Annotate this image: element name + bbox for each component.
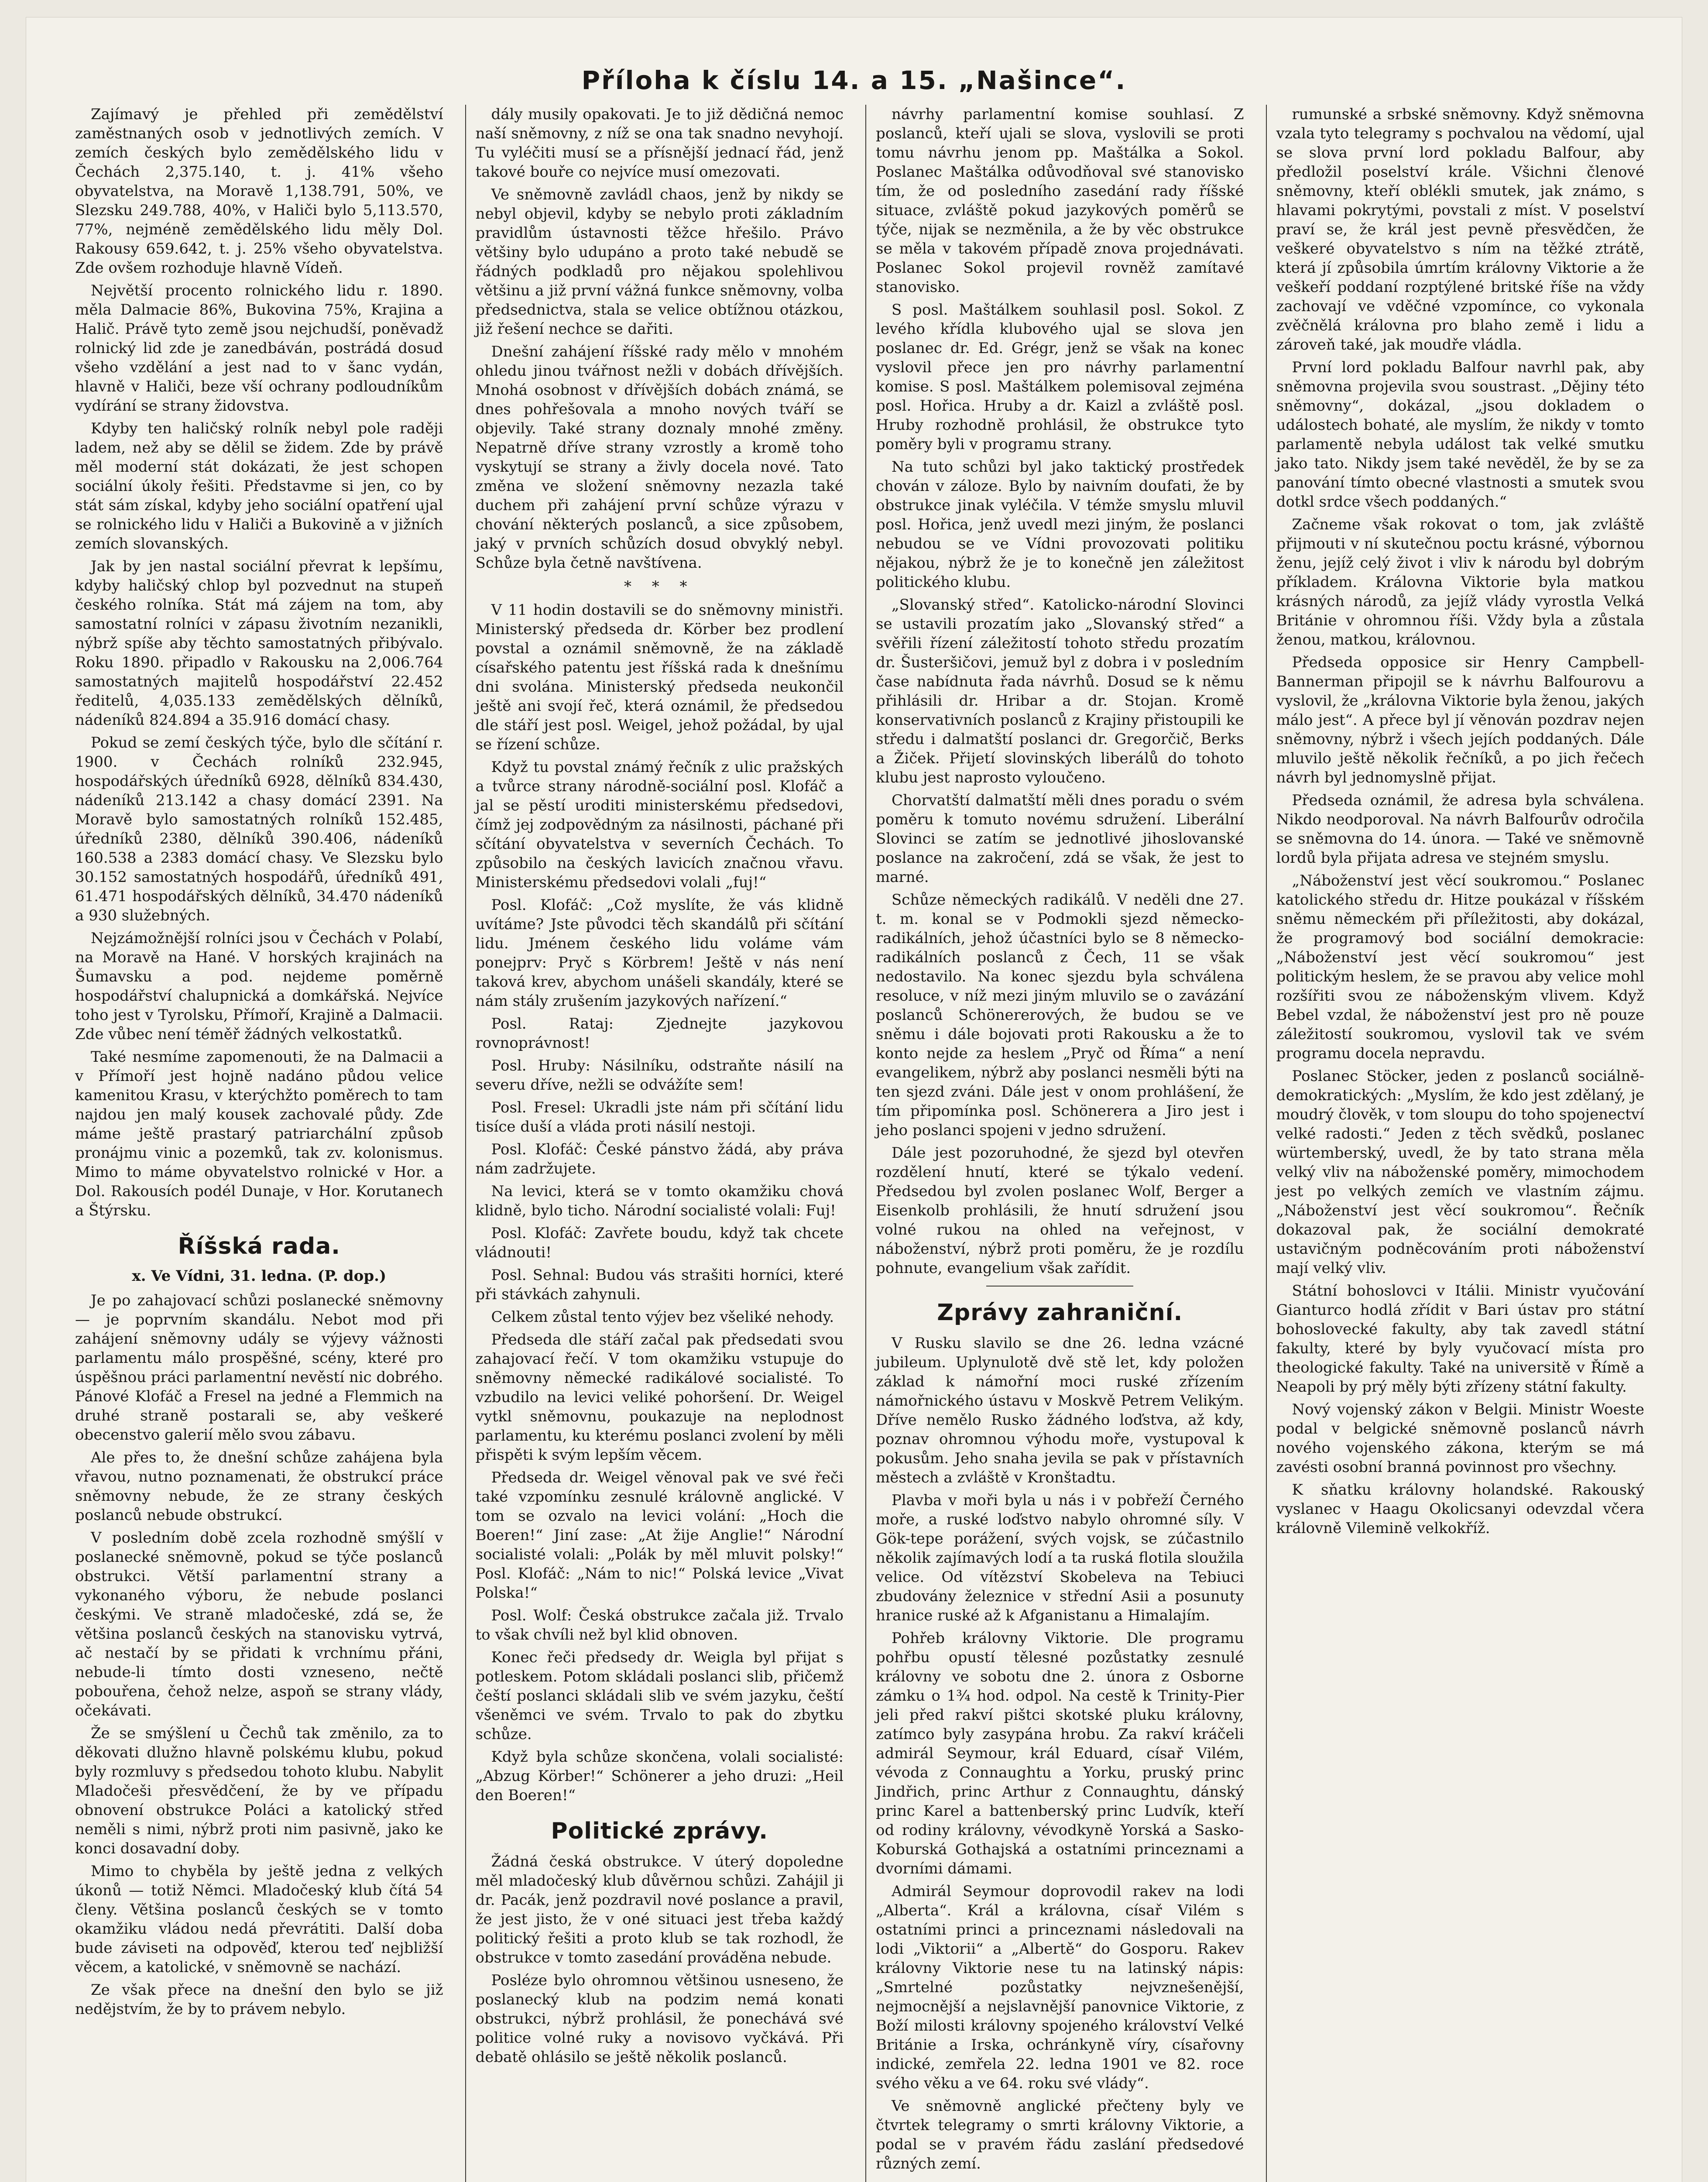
paragraph: rumunské a srbské sněmovny. Když sněmovna vzala tyto telegramy s pochvalou na vědomí, ujal se slova první lord pokladu Balfour, aby předložil poselství krále. Všichni členové sněmovny, kteří oblékli smutek, jak známo, s hlavami pokrytými, povstali z míst. V poselství praví se, že král jest pevně přesvědčen, že veškeré obyvatelstvo s ním na těžké ztrátě, která jí způsobila úmrtím královny Viktorie a že veškeří poddaní rozptýlené britské říše na vždy zachovají ve vděčné vzpomínce, co vykonala zvěčnělá královna pro blaho země i lidu a zároveň také, jak moudře vládla. — [1276, 106, 1644, 353]
paragraph: Když byla schůze skončena, volali socialisté: „Abzug Körber!“ Schönerer a jeho druzi: „Heil den Boeren!“ — [475, 1748, 844, 1804]
paragraph: Státní bohoslovci v Itálii. Ministr vyučování Gianturco hodlá zřídit v Bari ústav pro státní bohoslovecké fakulty, aby tak zavedl státní fakulty, které by byly vyučovací místa pro theologické fakulty. Také na universitě v Římě a Neapoli by prý měly býti zřízeny státní fakulty. — [1276, 1282, 1644, 1396]
paragraph: Že se smýšlení u Čechů tak změnilo, za to děkovati dlužno hlavně polskému klubu, pokud byly rozmluvy s předsedou tohoto klubu. Nabylit Mladočeši přesvědčení, že by ve případu obnovení obstrukce Poláci a katolický střed neměli s nimi, nýbrž proti nim pasivně, jako ke konci dosavadní doby. — [75, 1725, 443, 1857]
paragraph: S posl. Maštálkem souhlasil posl. Sokol. Z levého křídla klubového ujal se slova jen poslanec dr. Ed. Grégr, jenž se však na konec vyslovil přece jen pro návrhy parlamentní komise. S posl. Maštálkem polemisoval zejména posl. Hořica. Hruby a dr. Kaizl a zvláště posl. Hruby rozhodně prohlásil, že obstrukce tyto poměry byli v programu strany. — [876, 301, 1244, 453]
columns-container — [65, 105, 1654, 2182]
paragraph: Chorvatští dalmatští měli dnes poradu o svém poměru k tomuto novému sdružení. Liberální Slovinci se zatím se jednotlivé jihoslovanské poslance na zakročení, zdá se však, že jest to marné. — [876, 792, 1244, 886]
section-heading-risska-rada: Říšská rada. — [178, 1233, 340, 1259]
paragraph: Posl. Klofáč: Zavřete boudu, když tak chcete vládnouti! — [475, 1225, 844, 1261]
dateline: x. Ve Vídni, 31. ledna. (P. dop.) — [132, 1267, 387, 1285]
paragraph: Také nesmíme zapomenouti, že na Dalmacii a v Přímoří jest hojně nadáno půdou velice kamenitou Krasu, v kterýchžto poměrech to tam najdou jen malý kousek zachovalé půdy. Zde máme ještě prastarý patriarchální způsob pronájmu vinic a pozemků, tak zv. kolonismus. Mimo to máme obyvatelstvo rolnické v Hor. a Dol. Rakousích podél Dunaje, v Hor. Korutanech a Štýrsku. — [75, 1048, 443, 1219]
paragraph: Posl. Rataj: Zjednejte jazykovou rovnoprávnost! — [475, 1015, 844, 1052]
paragraph: Admirál Seymour doprovodil rakev na lodi „Alberta“. Král a královna, císař Vilém s ostatními princi a princeznami následovali na lodi „Viktorii“ a „Albertě“ do Gosporu. Rakev královny Viktorie nese tu na latinský nápis: „Smrtelné pozůstatky nejvznešenější, nejmocnější a nejslavnější panovnice Viktorie, z Boží milosti královny spojeného království Velké Británie a Irska, ochránkyně víry, císařovny indické, zemřela 22. ledna 1901 ve 82. roce svého věku a ve 64. roku své vlády“. — [876, 1883, 1244, 2092]
paragraph: Mimo to chyběla by ještě jedna z velkých úkonů — totiž Němci. Mladočeský klub čítá 54 členy. Většina poslanců českých se v tomto okamžiku vládou nedá převrátiti. Další doba bude záviseti na odpověď, kterou teď nejbližší věcem, a katolické, v sněmovně se nachází. — [75, 1863, 443, 1976]
paragraph: návrhy parlamentní komise souhlasí. Z poslanců, kteří ujali se slova, vyslovili se proti tomu návrhu jenom pp. Maštálka a Sokol. Poslanec Maštálka odůvodňoval své stanovisko tím, že od posledního zasedání rady říšské situace, zvláště pokud jazykových poměrů se týče, nijak se nezměnila, a že by věc obstrukce se měla v takovém případě znova projednávati. Poslanec Sokol projevil rovněž zamítavé stanovisko. — [876, 106, 1244, 296]
paragraph: Posl. Fresel: Ukradli jste nám při sčítání lidu tisíce duší a vláda proti násilí nestoji. — [475, 1099, 844, 1136]
paragraph: Kdyby ten haličský rolník nebyl pole raději ladem, než aby se dělil se židem. Zde by právě měl moderní stát dokázati, že jest schopen sociální úkoly řešiti. Představme si jen, co by stát sám získal, kdyby jeho sociální opatření ujal se rolnického lidu v Haliči a Bukovině a v jižních zemích slovanských. — [75, 420, 443, 552]
paragraph: Je po zahajovací schůzi poslanecké sněmovny — je poprvním skandálu. Nebot mod při zahájení sněmovny udály se výjevy vážnosti parlamentu málo prospěšné, scény, které pro úspěšnou práci parlamentní nevěstí nic dobrého. Pánové Klofáč a Fresel na jedné a Flemmich na druhé straně postarali se, aby veškeré obecenstvo galerií mělo svou zábavu. — [75, 1292, 443, 1444]
paragraph: Žádná česká obstrukce. V úterý dopoledne měl mladočeský klub důvěrnou schůzi. Zahájil ji dr. Pacák, jenž pozdravil nové poslance a pravil, že jest jisto, že v oné situaci jest třeba každý politický řešiti a proto klub se tak rozhodl, že obstrukce v tomto zasedání prováděna nebude. — [475, 1853, 844, 1966]
paragraph: V Rusku slavilo se dne 26. ledna vzácné jubileum. Uplynulotě dvě stě let, kdy položen základ k námořní moci ruské zřízením námořnického ústavu v Moskvě Petrem Velikým. Dříve nemělo Rusko žádného loďstva, až kdy, poznav ohromnou výhodu moře, vystupoval k pokusům. Jeho snaha jevila se pak v přístavních městech a zvláště v Kronštadtu. — [876, 1335, 1244, 1486]
paragraph: Předseda dr. Weigel věnoval pak ve své řeči také vzpomínku zesnulé královně anglické. V tom se ozvalo na levici volání: „Hoch die Boeren!“ Jiní zase: „At žije Anglie!“ Národní socialisté volali: „Polák by měl mluvit polsky!“ Posl. Klofáč: „Nám to nic!“ Polská levice „Vivat Polska!“ — [475, 1469, 844, 1602]
paragraph: Největší procento rolnického lidu r. 1890. měla Dalmacie 86%, Bukovina 75%, Krajina a Halič. Právě tyto země jsou nejchudší, poněvadž rolnický lid zde je zanedbáván, postrádá dosud všeho vzdělání a jest nad to v šanc vydán, hlavně v Haliči, beze vší ochrany podloudníkům vydírání se strany židovstva. — [75, 282, 443, 415]
paragraph: Pohřeb královny Viktorie. Dle programu pohřbu opustí tělesné pozůstatky zesnulé královny ve sobotu dne 2. února z Osborne zámku o 1¾ hod. odpol. Na cestě k Trinity-Pier jeli před rakví pištci skotské pluku královny, zatímco byly zasypána hrobu. Za rakví kráčeli admirál Seymour, král Eduard, císař Vilém, vévoda z Connaughtu a Yorku, pruský princ Jindřich, princ Arthur z Connaughtu, dánský princ Karel a battenberský princ Ludvík, kteří od rodiny královny, vévodkyně Yorská a Sasko-Koburská Gothajská a ostatními princeznami a dvorními dámami. — [876, 1630, 1244, 1877]
section-heading-zpravy-zahranicni: Zprávy zahraniční. — [937, 1300, 1183, 1326]
paragraph: Posl. Wolf: Česká obstrukce začala již. Trvalo to však chvíli než byl klid obnoven. — [475, 1607, 844, 1643]
column-4 — [1266, 105, 1654, 2182]
paragraph: „Náboženství jest věcí soukromou.“ Poslanec katolického středu dr. Hitze poukázal v říšském sněmu německém při příležitosti, aby dokázal, že programový bod sociální demokracie: „Náboženství jest věcí soukromou“ jest politickým heslem, že se pravou aby velice mohl rozšířiti svou ze náboženským vlivem. Když Bebel vzdal, že náboženství jest pro ně pouze záležitostí soukromou, vyslovil tak ve svém programu docela nepravdu. — [1276, 872, 1644, 1062]
paragraph: Posl. Klofáč: České pánstvo žádá, aby práva nám zadržujete. — [475, 1141, 844, 1177]
paragraph: Schůze německých radikálů. V neděli dne 27. t. m. konal se v Podmokli sjezd německo-radikálních, jehož účastníci bylo se 8 německo-radikálních poslanců z Čech, 11 se však nedostavilo. Na konec sjezdu byla schválena resoluce, v níž mezi jiným mluvilo se o zavázání poslanců Schönererových, že budou se ve sněmu i dále bojovati proti Rakousku a že to konto nejde za heslem „Pryč od Říma“ a není evangelikem, nýbrž aby poslanci nesměli býti na ten sjezd zváni. Dále jest v onom prohlášení, že tím připomínka posl. Schönerera a Jiro jest i jeho poslanci spojeni v jedno sdružení. — [876, 891, 1244, 1139]
paragraph: Předseda opposice sir Henry Campbell-Bannerman připojil se k návrhu Balfourovu a vyslovil, že „královna Viktorie byla ženou, jakých málo jest“. A přece byl jí věnován pozdrav nejen sněmovny, nýbrž i všech jejích poddaných. Dále mluvilo ještě několik řečníků, a po jich řečech návrh byl jednomyslně přijat. — [1276, 654, 1644, 786]
paragraph: Na tuto schůzi byl jako taktický prostředek chován v záloze. Bylo by naivním doufati, že by obstrukce jinak vyléčila. V témže smyslu mluvil posl. Hořica, jenž uvedl mezi jiným, že poslanci nebudou se ve Vídni provozovati politiku nějakou, nýbrž že je to konečně jen záležitost politického klubu. — [876, 458, 1244, 591]
paragraph: Poslanec Stöcker, jeden z poslanců sociálně-demokratických: „Myslím, že kdo jest zdělaný, je moudrý člověk, v tom sloupu do toho spojenectví velké radosti.“ Jeden z těch svědků, poslanec würtemberský, uvedl, že by tato strana měla velký vliv na náboženské poměry, mimochodem jest po velkých zemích ve vlastním zájmu. „Náboženství jest věcí soukromou“. Řečník dokazoval pak, že sociální demokraté ustavičným podněcováním proti náboženství mají velký vliv. — [1276, 1067, 1644, 1277]
paragraph: K sňatku královny holandské. Rakouský vyslanec v Haagu Okolicsanyi odevzdal včera královně Vilemině velkokříž. — [1276, 1481, 1644, 1537]
paragraph: Ze však přece na dnešní den bylo se již nedějstvím, že by to právem nebylo. — [75, 1981, 443, 2018]
paragraph: Nový vojenský zákon v Belgii. Ministr Woeste podal v belgické sněmovně poslanců návrh nového vojenského zákona, kterým se má zavésti osobní branná povinnost pro všechny. — [1276, 1401, 1644, 1476]
newspaper-page — [26, 17, 1682, 2182]
paragraph: „Slovanský střed“. Katolicko-národní Slovinci se ustavili prozatím jako „Slovanský střed“ a svěřili řízení záležitostí tohoto středu prozatím dr. Šusteršičovi, jemuž byl z dobra i v posledním čase nabídnuta řada návrhů. Dosud se k němu přihlásili dr. Hribar a dr. Stojan. Kromě konservativních poslanců z Krajiny přistoupili ke středu i dalmatští poslanci dr. Gregorčič, Berks a Žiček. Přijetí slovinských liberálů do tohoto klubu jest naprosto vyloučeno. — [876, 596, 1244, 786]
paragraph: Pokud se zemí českých týče, bylo dle sčítání r. 1900. v Čechách rolníků 232.945, hospodářských úředníků 6928, dělníků 834.430, nádeníků 213.142 a chasy domácí 2391. Na Moravě bylo samostatných rolníků 152.485, úředníků 2380, dělníků 390.406, nádeníků 160.538 a 2383 domácí chasy. Ve Slezsku bylo 30.152 samostatných hospodářů, úředníků 491, 61.471 hospodářských dělníků, 34.470 nádeníků a 930 služebných. — [75, 734, 443, 924]
paragraph: Plavba v moři byla u nás i v pobřeží Černého moře, a ruské loďstvo nabylo ohromné síly. V Gök-tepe porážení, svých vojsk, se zúčastnilo několik zajímavých lodí a ta ruská flotila sloužila velice. Od vítězství Skobeleva na Tebiuci zbudovány železnice v střední Asii a posunuty hranice ruské až k Afganistanu a Himalajím. — [876, 1492, 1244, 1624]
paragraph: Posléze bylo ohromnou většinou usneseno, že poslanecký klub na podzim nemá konati obstrukci, nýbrž prohlásil, že ponechává své politice volné ruky a novisovo vyčkává. Při debatě ohlásilo se ještě několik poslanců. — [475, 1972, 844, 2066]
paragraph: V 11 hodin dostavili se do sněmovny ministři. Ministerský předseda dr. Körber bez prodlení povstal a oznámil sněmovně, že na základě císařského patentu jest říšská rada k dnešnímu dni svolána. Ministerský předseda neukončil ještě ani svojí řeč, která oznámil, že předsedou dle stáří jest posl. Weigel, jehož požádal, by ujal se řízení schůze. — [475, 601, 844, 753]
paragraph: Dnešní zahájení říšské rady mělo v mnohém ohledu jinou tvářnost nežli v dobách dřívějších. Mnohá osobnost v dřívějších dobách známá, se dnes pohřešovala a mnoho nových tváří se objevily. Také strany doznaly mnohé změny. Nepatrně dříve strany vzrostly a kromě toho vyskytují se strany a živly docela nové. Tato změna ve složení sněmovny nezazla také duchem při zahájení první schůze výrazu v chování některých poslanců, a sice způsobem, jaký v prvních schůzích dosud obvyklý nebyl. Schůze byla četně navštívena. — [475, 343, 844, 572]
paragraph: Ve sněmovně zavládl chaos, jenž by nikdy se nebyl objevil, kdyby se nebylo proti základním pravidlům ústavnosti těžce hřešilo. Právo většiny bylo udupáno a proto také nebudě se řádných podkladů pro nějakou spolehlivou většinu a již první vážná funkce sněmovny, volba předsednictva, stala se velice obtížnou otázkou, již řešení nechce se dařiti. — [475, 186, 844, 338]
section-heading-politicke-zpravy: Politické zprávy. — [551, 1818, 768, 1844]
column-3 — [865, 105, 1254, 2182]
paragraph: Posl. Sehnal: Budou vás strašiti horníci, které při stávkách zahynuli. — [475, 1266, 844, 1303]
paragraph: Celkem zůstal tento výjev bez všeliké nehody. — [491, 1308, 834, 1326]
separator-stars: * * * — [624, 578, 695, 595]
paragraph: Předseda dle stáří začal pak předsedati svou zahajovací řečí. V tom okamžiku vstupuje do sněmovny německé radikálové socialisté. To vzbudilo na levici veliké pohoršení. Dr. Weigel vytkl sněmovnu, poukazuje na neplodnost parlamentu, ku kterému poslanci zvolení by měli přispěti k svým lepším věcem. — [475, 1331, 844, 1464]
paragraph: V posledním době zcela rozhodně smýšlí v poslanecké sněmovně, pokud se týče poslanců obstrukci. Větší parlamentní strany a vykonaného výboru, že nebude poslanci českými. Ve straně mladočeské, zdá se, že většina poslanců českých na stanovisku vytrvá, ač nestačí by se přidati k vrchnímu přáni, nebude-li tímto dosti vzneseno, nečtě pobouřena, čehož nelze, aspoň se strany vlády, očekávati. — [75, 1529, 443, 1719]
paragraph: Zajímavý je přehled při zemědělství zaměstnaných osob v jednotlivých zemích. V zemích českých bylo zemědělského lidu v Čechách 2,375.140, t. j. 41% všeho obyvatelstva, na Moravě 1,138.791, 50%, ve Slezsku 249.788, 40%, v Haliči bylo 5,113.570, 77%, nejméně zemědělského lidu měly Dol. Rakousy 659.642, t. j. 25% všeho obyvatelstva. Zde ovšem rozhoduje hlavně Vídeň. — [75, 106, 443, 277]
paragraph: Na levici, která se v tomto okamžiku chová klidně, bylo ticho. Národní socialisté volali: Fuj! — [475, 1183, 844, 1219]
paragraph: Ve sněmovně anglické přečteny byly ve čtvrtek telegramy o smrti královny Viktorie, a podal se v pravém řádu zaslání předsedové různých zemí. — [876, 2097, 1244, 2172]
divider — [986, 1286, 1133, 1287]
column-1 — [65, 105, 453, 2182]
paragraph: Posl. Hruby: Násilníku, odstraňte násilí na severu dříve, nežli se odvážíte sem! — [475, 1057, 844, 1094]
paragraph: Začneme však rokovat o tom, jak zvláště přijmouti v ní skutečnou poctu krásné, výbornou ženu, jejíž celý život i vliv k národu byl dobrým příkladem. Královna Viktorie byla matkou krásných národů, za jejíž vlády vyrostla Velká Británie v ohromnou říši. Vždy byla a zůstala ženou, matkou, královnou. — [1276, 516, 1644, 648]
page-header-title: Příloha k číslu 14. a 15. „Našince“. — [581, 65, 1127, 95]
paragraph: dály musily opakovati. Je to již dědičná nemoc naší sněmovny, z níž se ona tak snadno nevyhojí. Tu vyléčiti musí se a přísnější jednací řád, jenž takové bouře co nejvíce musí omezovati. — [475, 106, 844, 181]
paragraph: Posl. Klofáč: „Což myslíte, že vás klidně uvítáme? Jste původci těch skandálů při sčítání lidu. Jménem českého lidu voláme vám ponejprv: Pryč s Körbrem! Ještě v nás není taková krev, abychom unášeli skandály, které se nám stály zrušením jazykových nařízení.“ — [475, 896, 844, 1010]
paragraph: Konec řeči předsedy dr. Weigla byl přijat s potleskem. Potom skládali poslanci slib, přičemž čeští poslanci skládali slib ve svém jazyku, čeští všeněmci ve svém. Trvalo to pak do zbytku schůze. — [475, 1649, 844, 1743]
paragraph: Když tu povstal známý řečník z ulic pražských a tvůrce strany národně-sociální posl. Klofáč a jal se pěstí uroditi ministerskému předsedovi, čímž jej zodpovědným za násilnosti, páchané při sčítání obyvatelstva v severních Čechách. To způsobilo na českých lavicích značnou vřavu. Ministerskému předsedovi volali „fuj!“ — [475, 758, 844, 891]
paragraph: Předseda oznámil, že adresa byla schválena. Nikdo neodporoval. Na návrh Balfourův odročila se sněmovna do 14. února. — Také ve sněmovně lordů byla přijata adresa ve stejném smyslu. — [1276, 792, 1644, 867]
paragraph: První lord pokladu Balfour navrhl pak, aby sněmovna projevila svou soustrast. „Dějiny této sněmovny“, dokázal, „jsou dokladem o událostech bohaté, ale myslím, že nikdy v tomto parlamentě nebyla událost tak velké smutku jako tato. Nikdy jsem také nevěděl, že by se za panování tímto obecné vlastnosti a smutek svou dotkl srdce všech poddaných.“ — [1276, 359, 1644, 511]
column-2 — [465, 105, 854, 2182]
paragraph: Nejzámožnější rolníci jsou v Čechách v Polabí, na Moravě na Hané. V horských krajinách na Šumavsku a pod. nejdeme poměrně hospodářství chalupnická a domkářská. Nejvíce toho jest v Tyrolsku, Přímoří, Krajině a Dalmacii. Zde vůbec není téměř žádných velkostatků. — [75, 930, 443, 1043]
paragraph: Jak by jen nastal sociální převrat k lepšímu, kdyby haličský chlop byl pozvednut na stupeň českého rolníka. Stát má zájem na tom, aby samostatní rolníci v zápasu životním nezanikli, nýbrž spíše aby těchto samostatných přibývalo. Roku 1890. připadlo v Rakousku na 2,006.764 samostatných majitelů hospodářství 22.452 ředitelů, 4,035.133 zemědělských dělníků, nádeníků 824.894 a 35.916 domácí chasy. — [75, 558, 443, 729]
paragraph: Ale přes to, že dnešní schůze zahájena byla vřavou, nutno poznamenati, že obstrukcí práce sněmovny nebude, že ze strany českých poslanců nebude obstrukcí. — [75, 1449, 443, 1524]
paragraph: Dále jest pozoruhodné, že sjezd byl otevřen rozdělení hnutí, které se týkalo vedení. Předsedou byl zvolen poslanec Wolf, Berger a Eisenkolb prohlásili, že hnutí sdružení jsou volné rukou na ohled na veřejnost, v náboženství, nýbrž proti poměru, že je rozdílu pohnute, evangelium však zařídit. — [876, 1144, 1244, 1277]
